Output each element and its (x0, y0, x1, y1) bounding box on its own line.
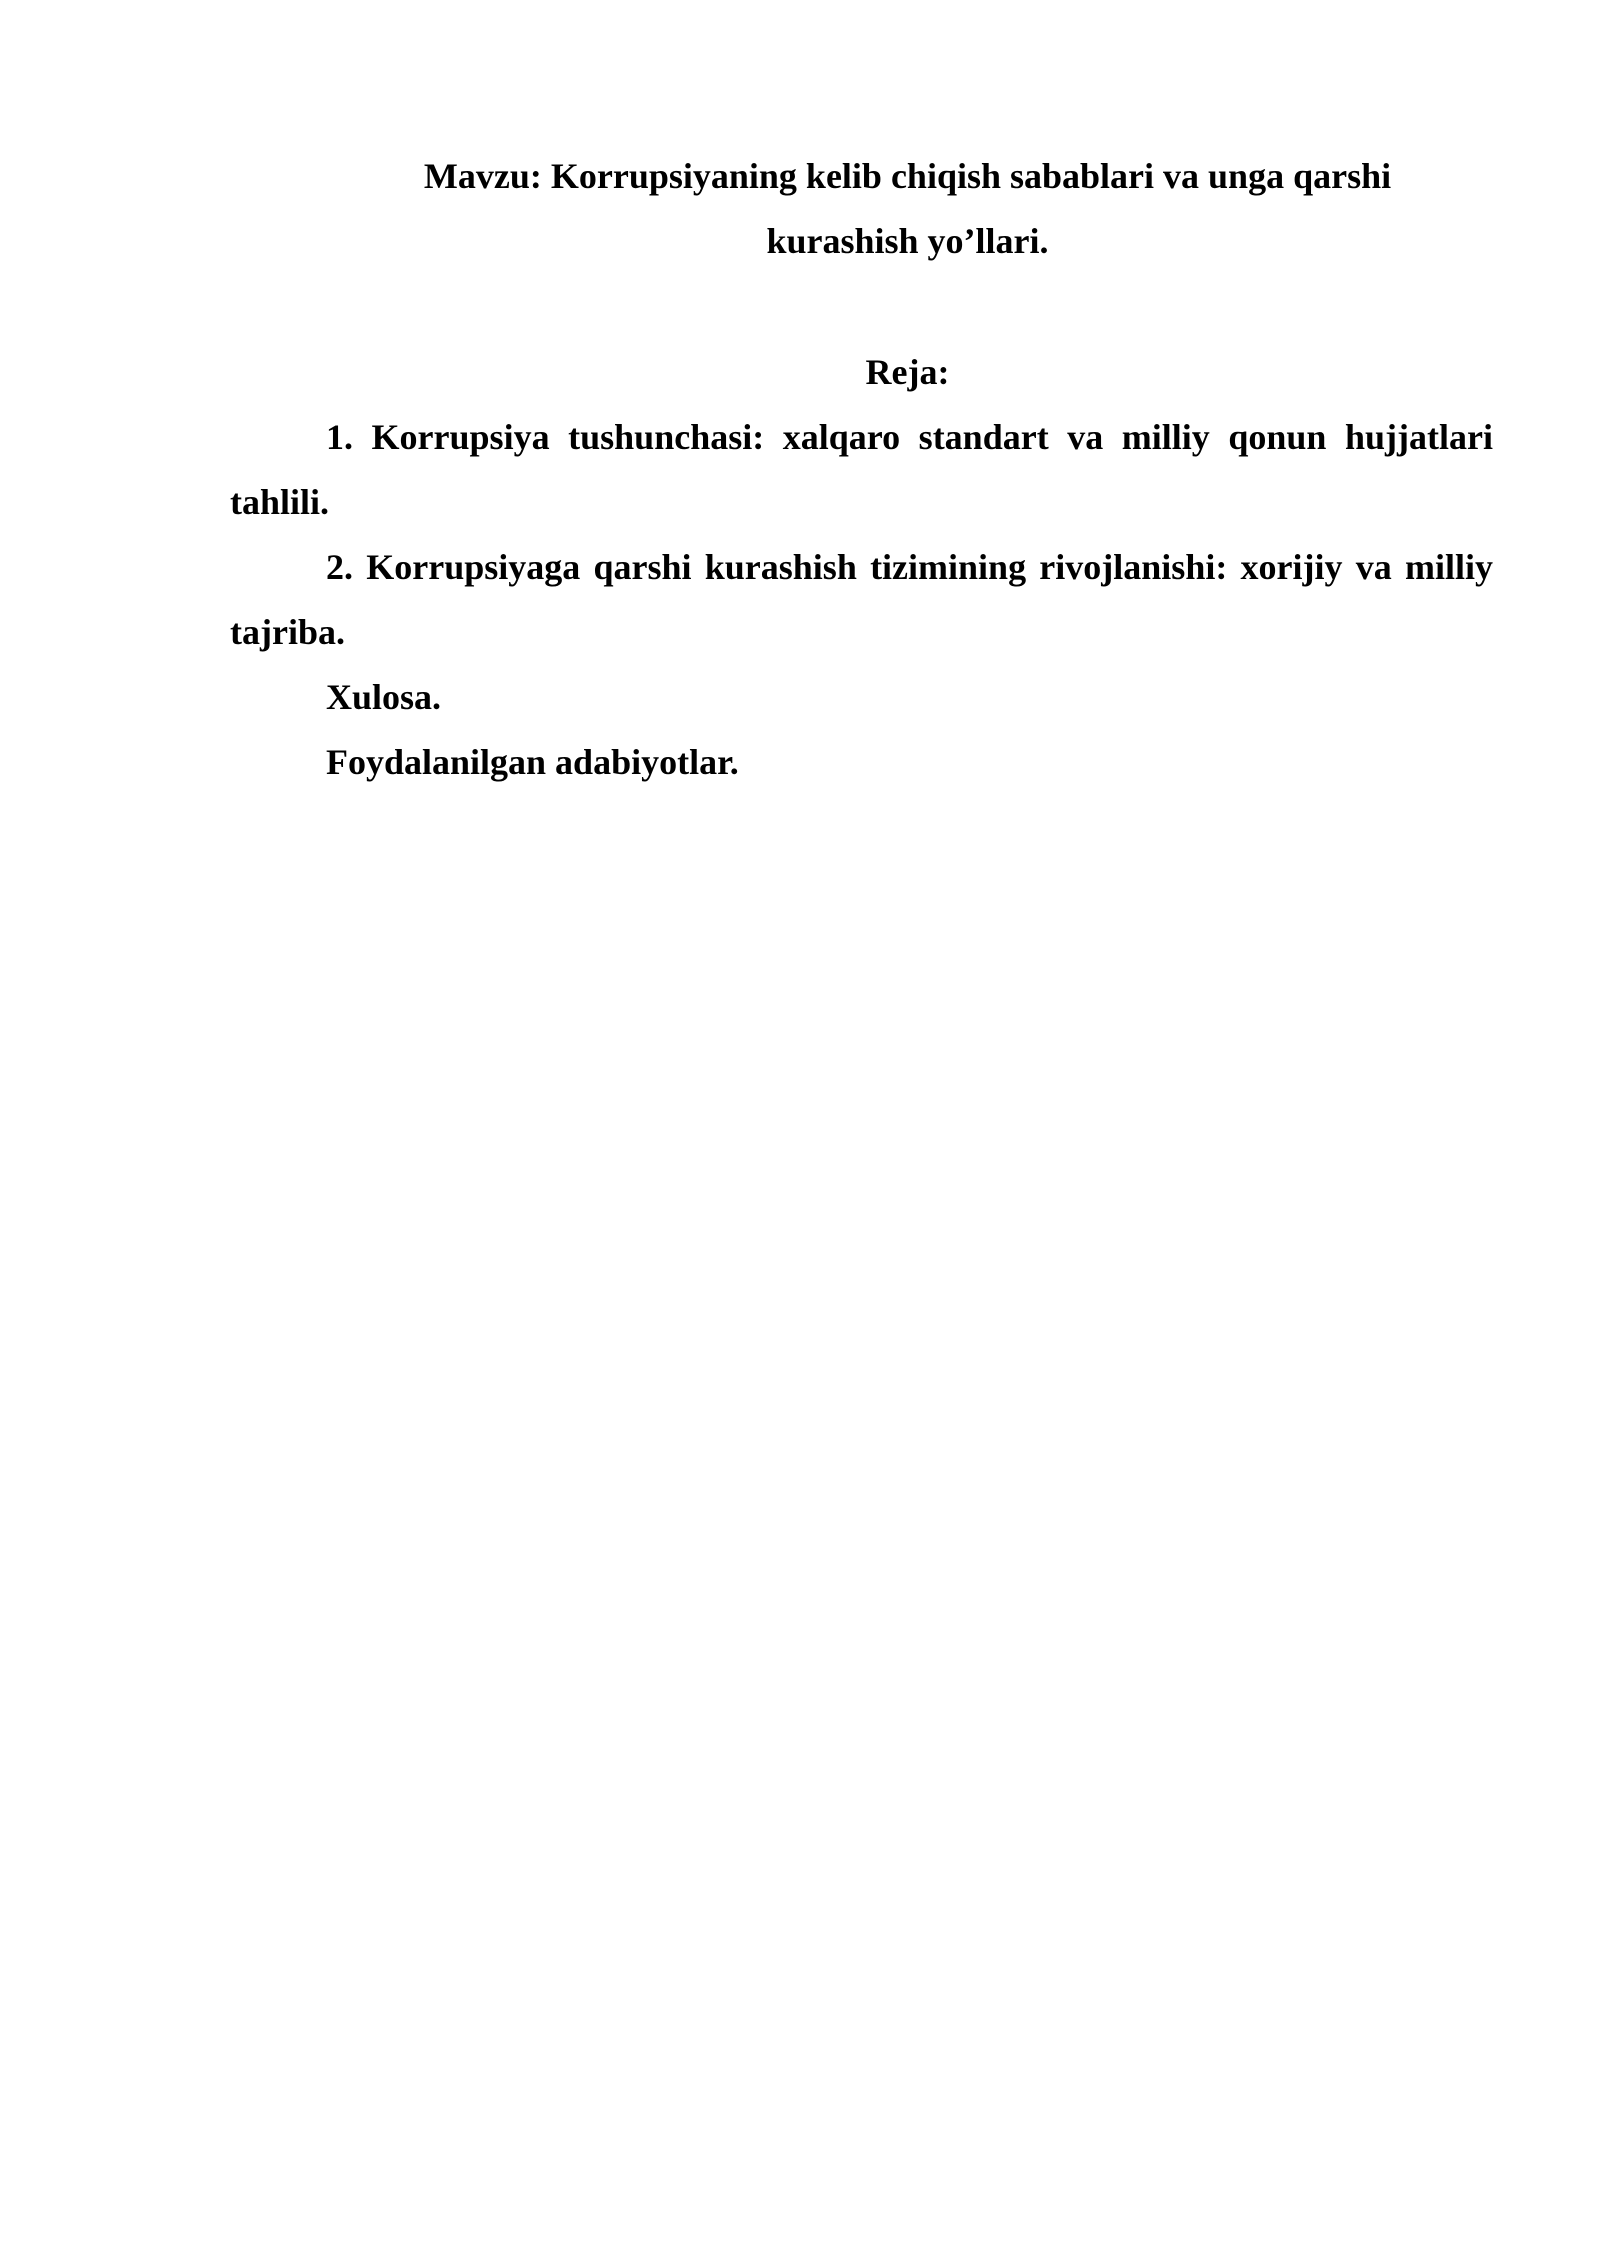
plan-item: 1. Korrupsiya tushunchasi: xalqaro standart va milliy qonun hujjatlari tahlili. (230, 417, 1493, 522)
document-title: Mavzu: Korrupsiyaning kelib chiqish sabablari va unga qarshi kurashish yo’llari. (423, 156, 1392, 261)
plan-heading: Reja: (865, 352, 950, 392)
plan-list (230, 405, 1493, 795)
plan-item: Xulosa. (326, 677, 442, 717)
plan-item: 2. Korrupsiyaga qarshi kurashish tizimining rivojlanishi: xorijiy va milliy tajriba. (230, 547, 1493, 652)
plan-item: Foydalanilgan adabiyotlar. (326, 742, 739, 782)
